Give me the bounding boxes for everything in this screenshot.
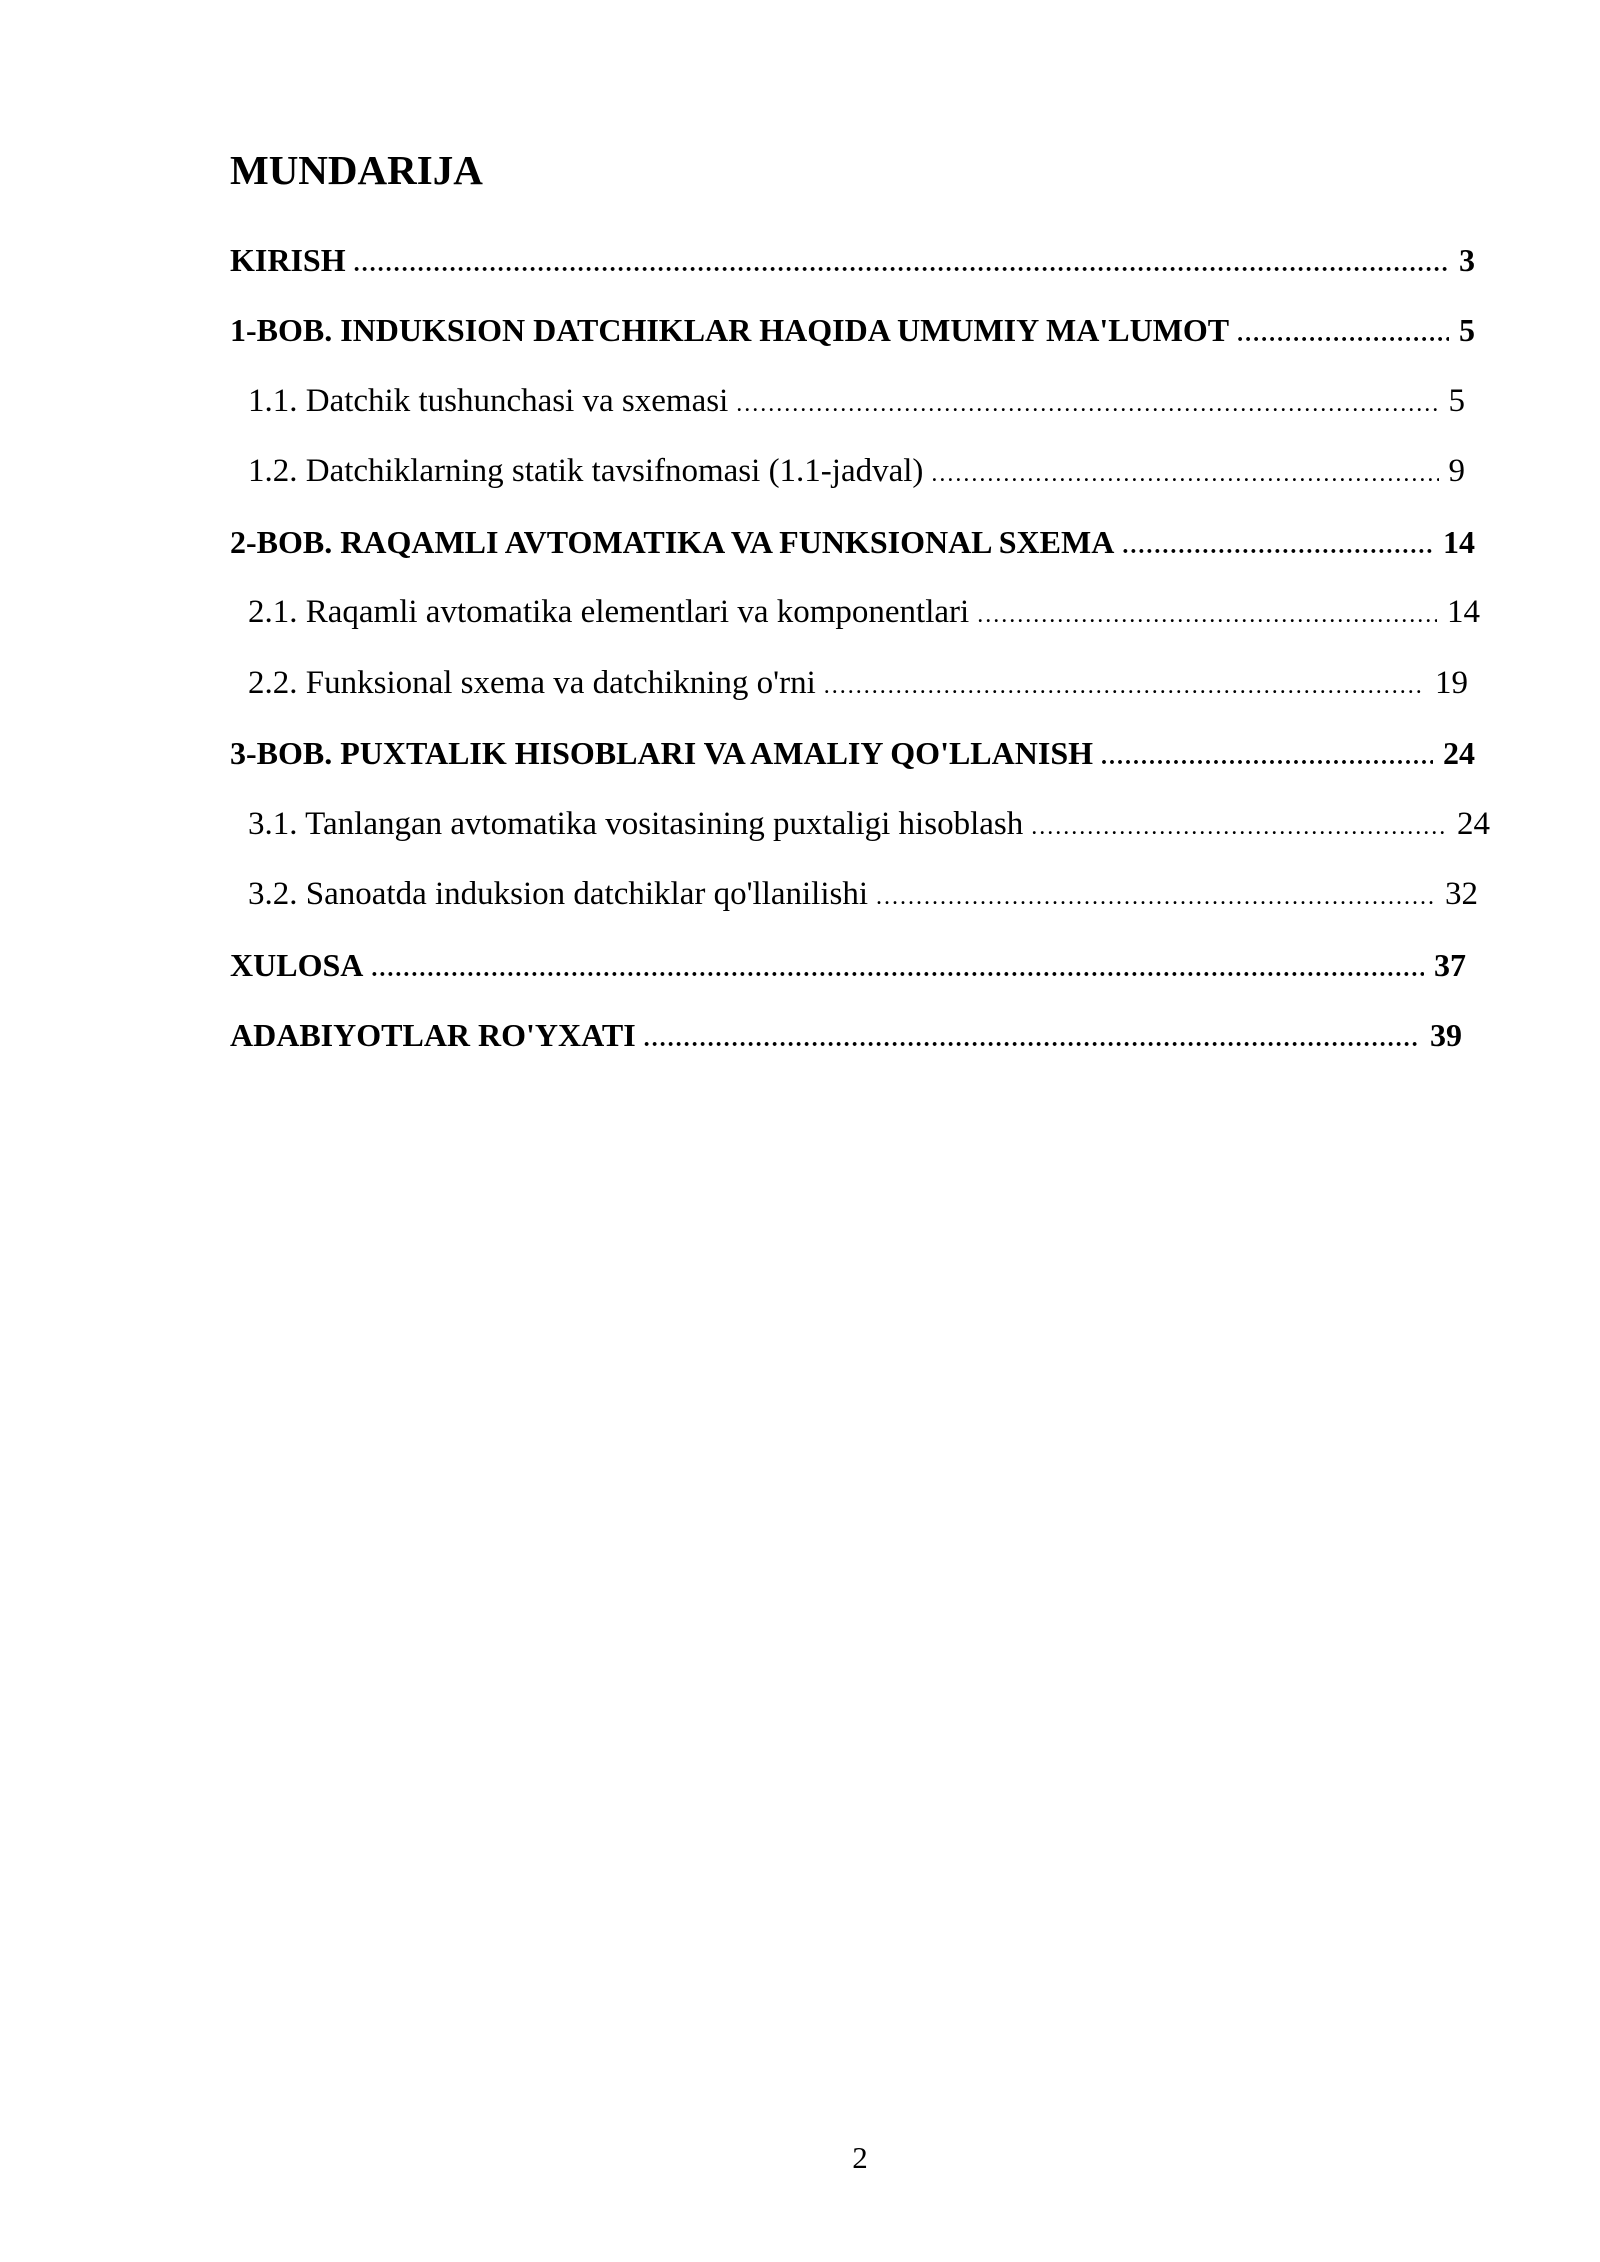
toc-entry-label: ADABIYOTLAR RO'YXATI (230, 1017, 636, 1053)
page-title: MUNDARIJA (230, 147, 483, 193)
toc-entry-label: 1.1. Datchik tushunchasi va sxemasi (248, 383, 729, 419)
toc-entry-page: 24 (1457, 806, 1490, 842)
toc-entry-label: 2-BOB. RAQAMLI AVTOMATIKA VA FUNKSIONAL SXEMA (230, 524, 1115, 560)
page-number: 2 (852, 2140, 868, 2175)
toc-leader-dots (824, 661, 1425, 708)
toc-entry-label: 2.2. Funksional sxema va datchikning o'rni (248, 665, 816, 701)
toc-entry-chapter-2[interactable] (230, 517, 1475, 567)
toc-entry-section-2-1[interactable] (248, 587, 1480, 637)
toc-entry-label: 3.2. Sanoatda induksion datchiklar qo'llanilishi (248, 876, 869, 912)
toc-leader-dots (977, 590, 1437, 637)
toc-leader-dots (354, 239, 1449, 285)
toc-entry-section-1-1[interactable] (248, 376, 1465, 426)
toc-entry-chapter-1[interactable] (230, 305, 1475, 355)
toc-entry-page: 32 (1445, 876, 1478, 912)
toc-entry-section-3-2[interactable] (248, 869, 1478, 919)
toc-entry-section-3-1[interactable] (248, 799, 1490, 849)
toc-entry-label: XULOSA (230, 947, 364, 983)
toc-entry-section-2-2[interactable] (248, 658, 1468, 708)
toc-entry-page: 9 (1448, 453, 1465, 489)
toc-entry-label: 2.1. Raqamli avtomatika elementlari va komponentlari (248, 594, 970, 630)
toc-leader-dots (1237, 309, 1449, 355)
toc-entry-label: 3.1. Tanlangan avtomatika vositasining puxtaligi hisoblash (248, 806, 1024, 842)
toc-leader-dots (644, 1014, 1420, 1060)
toc-entry-label: 3-BOB. PUXTALIK HISOBLARI VA AMALIY QO'LLANISH (230, 735, 1093, 771)
toc-entry-label: KIRISH (230, 242, 346, 278)
toc-entry-page: 3 (1459, 242, 1475, 278)
toc-entry-chapter-3[interactable] (230, 728, 1475, 778)
toc-leader-dots (1031, 802, 1447, 849)
toc-entry-label: 1-BOB. INDUKSION DATCHIKLAR HAQIDA UMUMIY MA'LUMOT (230, 312, 1230, 348)
toc-leader-dots (876, 872, 1435, 919)
toc-leader-dots (371, 944, 1424, 990)
toc-entry-section-1-2[interactable] (248, 446, 1465, 496)
toc-entry-adabiyotlar[interactable] (230, 1010, 1462, 1060)
toc-leader-dots (931, 449, 1438, 496)
toc-entry-page: 14 (1443, 524, 1475, 560)
toc-entry-page: 39 (1430, 1017, 1462, 1053)
toc-entry-page: 5 (1448, 383, 1465, 419)
toc-entry-page: 14 (1447, 594, 1480, 630)
toc-leader-dots (1122, 521, 1433, 567)
toc-entry-page: 19 (1435, 665, 1468, 701)
toc-leader-dots (1101, 732, 1433, 778)
toc-entry-label: 1.2. Datchiklarning statik tavsifnomasi (1.1-jadval) (248, 453, 924, 489)
toc-entry-page: 24 (1443, 735, 1475, 771)
toc-entry-page: 37 (1434, 947, 1466, 983)
toc-entry-xulosa[interactable] (230, 940, 1466, 990)
toc-entry-page: 5 (1459, 312, 1475, 348)
toc-leader-dots (736, 379, 1438, 426)
toc-entry-kirish[interactable] (230, 235, 1475, 285)
